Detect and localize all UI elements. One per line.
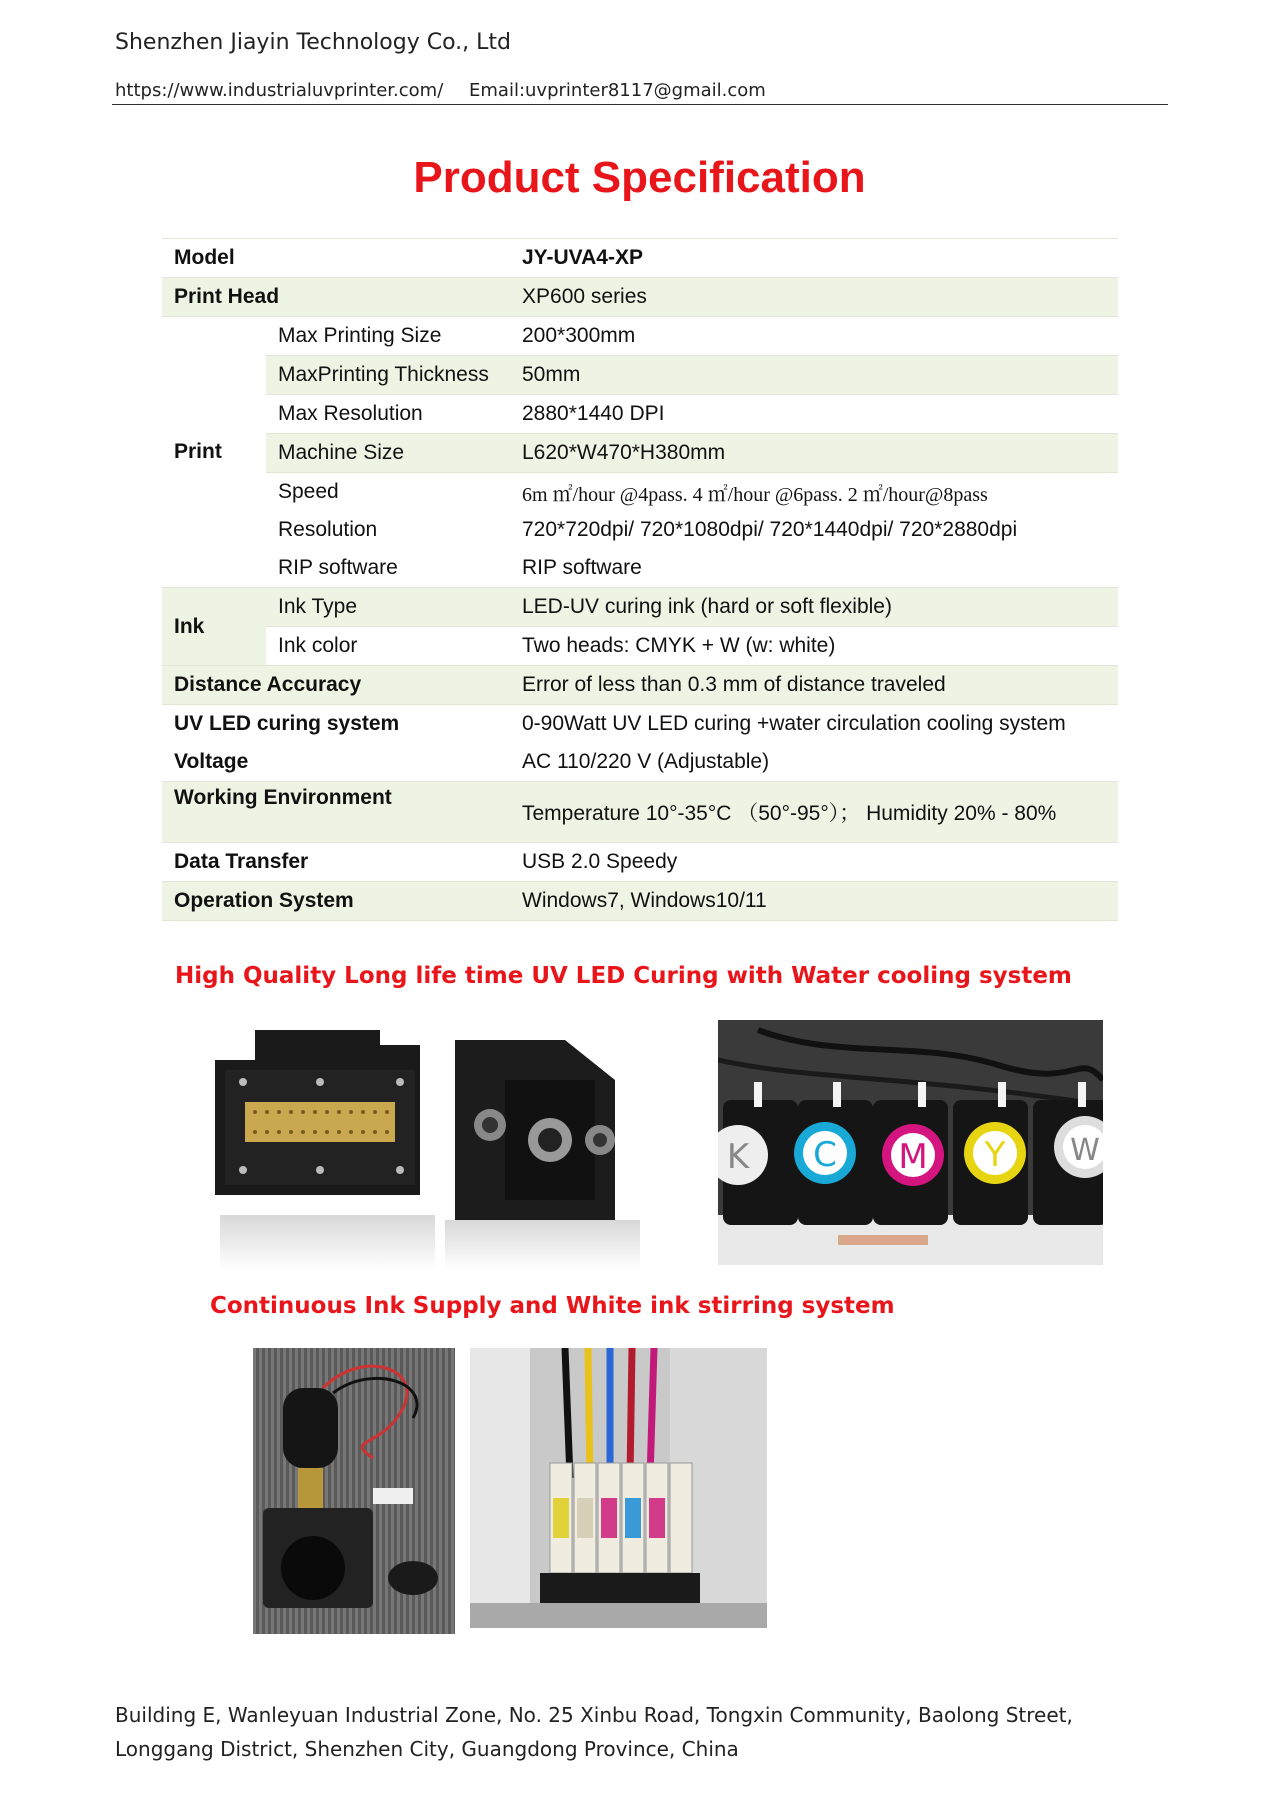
uv-led-lamp-photo <box>205 1020 665 1270</box>
spec-value: LED-UV curing ink (hard or soft flexible) <box>510 588 1118 627</box>
table-row <box>162 239 1118 278</box>
company-name: Shenzhen Jiayin Technology Co., Ltd <box>115 30 511 55</box>
svg-text:K: K <box>726 1137 750 1177</box>
table-row <box>162 434 1118 473</box>
spec-sublabel: Max Printing Size <box>266 317 510 356</box>
table-row <box>162 705 1118 744</box>
section-caption-ink-supply: Continuous Ink Supply and White ink stirring system <box>210 1293 895 1319</box>
bottle-c-icon <box>794 1100 873 1225</box>
spec-label: Data Transfer <box>162 843 510 882</box>
table-row <box>162 278 1118 317</box>
spec-label: Distance Accuracy <box>162 666 510 705</box>
group-label-ink: Ink <box>162 588 266 666</box>
spec-label: Print Head <box>162 278 510 317</box>
spec-label: Operation System <box>162 882 510 921</box>
spec-label: Model <box>162 239 510 278</box>
spec-value: 720*720dpi/ 720*1080dpi/ 720*1440dpi/ 720*2880dpi <box>522 518 1018 541</box>
spec-sublabel: Resolution <box>278 518 378 541</box>
section-caption-uv-led: High Quality Long life time UV LED Curing with Water cooling system <box>175 963 1072 989</box>
table-row <box>162 627 1118 666</box>
table-row <box>162 395 1118 434</box>
spec-sublabel: MaxPrinting Thickness <box>266 356 510 395</box>
spec-value: JY-UVA4-XP <box>510 239 1118 278</box>
bottle-k-icon <box>718 1100 798 1225</box>
spec-label: Working Environment <box>162 782 510 843</box>
header-divider <box>112 104 1168 105</box>
spec-value: USB 2.0 Speedy <box>510 843 1118 882</box>
spec-label: UV LED curing system <box>162 705 510 744</box>
spec-sublabel: Ink color <box>266 627 510 666</box>
table-row <box>162 882 1118 921</box>
continuous-ink-supply-photo <box>470 1348 767 1628</box>
page-title: Product Specification <box>413 153 866 202</box>
spec-sublabel: RIP software <box>278 556 398 579</box>
spec-value: 0-90Watt UV LED curing +water circulation cooling system <box>510 705 1118 744</box>
svg-text:Y: Y <box>984 1135 1006 1175</box>
table-row <box>162 317 1118 356</box>
spec-value: 200*300mm <box>510 317 1118 356</box>
table-row <box>162 356 1118 395</box>
group-label-print: Print <box>162 317 266 588</box>
spec-value: Temperature 10°-35°C （50°-95°）； Humidity 20% - 80% <box>510 782 1118 843</box>
table-row <box>162 666 1118 705</box>
bottle-y-icon <box>953 1100 1028 1225</box>
spec-value: 2880*1440 DPI <box>510 395 1118 434</box>
table-row <box>162 511 1118 549</box>
svg-text:C: C <box>813 1135 837 1175</box>
spec-label: Voltage <box>174 750 249 773</box>
table-row <box>162 743 1118 782</box>
spec-sublabel: Speed <box>266 473 510 512</box>
website-link[interactable]: https://www.industrialuvprinter.com/ <box>115 80 444 101</box>
email-text: Email:uvprinter8117@gmail.com <box>469 80 766 101</box>
spec-value: 6m ㎡/hour @4pass. 4 ㎡/hour @6pass. 2 ㎡/hour@8pass <box>510 473 1118 512</box>
ink-bottles-photo <box>718 1020 1103 1265</box>
svg-text:W: W <box>1070 1133 1100 1168</box>
table-row <box>162 588 1118 627</box>
bottle-w-icon <box>1033 1100 1103 1225</box>
spec-value: 50mm <box>510 356 1118 395</box>
table-row <box>162 549 1118 588</box>
table-row <box>162 843 1118 882</box>
spec-sublabel: Max Resolution <box>266 395 510 434</box>
spec-value: L620*W470*H380mm <box>510 434 1118 473</box>
spec-sublabel: Machine Size <box>266 434 510 473</box>
table-row <box>162 473 1118 512</box>
white-ink-stirring-photo <box>253 1348 455 1634</box>
contact-line <box>115 80 786 101</box>
table-row <box>162 782 1118 843</box>
spec-table <box>162 238 1118 921</box>
spec-value: Two heads: CMYK + W (w: white) <box>510 627 1118 666</box>
svg-text:M: M <box>898 1137 928 1177</box>
spec-value: Error of less than 0.3 mm of distance traveled <box>510 666 1118 705</box>
bottle-m-icon <box>873 1100 948 1225</box>
footer-address: Building E, Wanleyuan Industrial Zone, No. 25 Xinbu Road, Tongxin Community, Baolong Street, Longgang District, Shenzhen City, Guangdong Province, China <box>115 1703 1073 1761</box>
spec-sublabel: Ink Type <box>266 588 510 627</box>
spec-value: AC 110/220 V (Adjustable) <box>522 750 770 773</box>
spec-value: Windows7, Windows10/11 <box>510 882 1118 921</box>
spec-value: XP600 series <box>510 278 1118 317</box>
spec-value: RIP software <box>522 556 642 579</box>
